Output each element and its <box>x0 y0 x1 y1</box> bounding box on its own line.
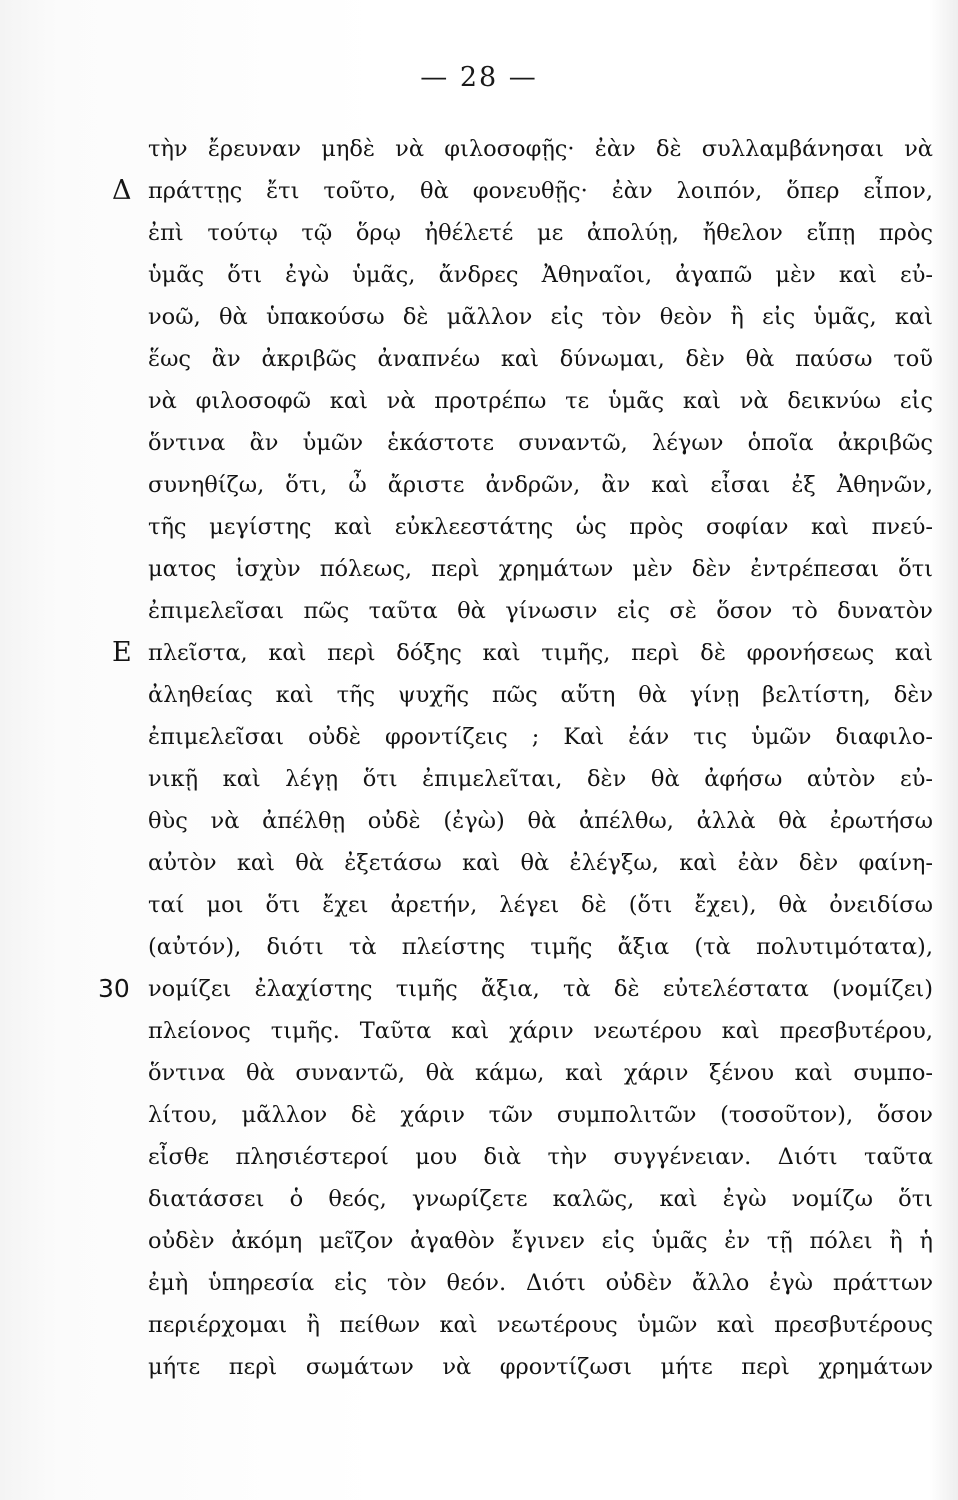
line-text: μήτε περὶ σωμάτων νὰ φροντίζωσι μήτε περὶ χρημάτων <box>148 1354 933 1380</box>
line-text: οὐδὲν ἀκόμη μεῖζον ἀγαθὸν ἔγινεν εἰς ὑμᾶς ἐν τῇ πόλει ἢ ἡ <box>148 1228 933 1254</box>
text-line <box>148 338 933 380</box>
line-text: ματος ἰσχὺν πόλεως, περὶ χρημάτων μὲν δὲν ἐντρέπεσαι ὅτι <box>148 556 933 582</box>
text-line <box>148 422 933 464</box>
body-text <box>98 128 933 1388</box>
text-line <box>112 170 933 212</box>
line-text: λίτου, μᾶλλον δὲ χάριν τῶν συμπολιτῶν (τοσοῦτον), ὅσον <box>148 1102 933 1128</box>
page-number: — 28 — <box>420 62 538 93</box>
text-line <box>148 1052 933 1094</box>
text-line <box>148 464 933 506</box>
text-line <box>148 800 933 842</box>
text-line <box>148 716 933 758</box>
text-line <box>148 758 933 800</box>
line-text: ἀληθείας καὶ τῆς ψυχῆς πῶς αὕτη θὰ γίνῃ βελτίστη, δὲν <box>148 682 933 708</box>
line-text: νοῶ, θὰ ὑπακούσω δὲ μᾶλλον εἰς τὸν θεὸν ἢ εἰς ὑμᾶς, καὶ <box>148 304 933 330</box>
margin-section-marker: Δ <box>112 175 132 206</box>
text-line <box>148 1220 933 1262</box>
text-line <box>112 632 933 674</box>
line-text: αὐτὸν καὶ θὰ ἐξετάσω καὶ θὰ ἐλέγξω, καὶ ἐὰν δὲν φαίνη- <box>148 850 933 876</box>
text-line <box>148 296 933 338</box>
text-line <box>148 842 933 884</box>
text-line <box>148 1010 933 1052</box>
text-line <box>148 1136 933 1178</box>
line-text: διατάσσει ὁ θεός, γνωρίζετε καλῶς, καὶ ἐγὼ νομίζω ὅτι <box>148 1186 933 1212</box>
line-text: τὴν ἔρευναν μηδὲ νὰ φιλοσοφῇς· ἐὰν δὲ συλλαμβάνησαι νὰ <box>148 136 933 162</box>
line-text: εἶσθε πλησιέστεροί μου διὰ τὴν συγγένειαν. Διότι ταῦτα <box>148 1144 933 1170</box>
line-text: ἐμὴ ὑπηρεσία εἰς τὸν θεόν. Διότι οὐδὲν ἄλλο ἐγὼ πράττων <box>148 1270 933 1296</box>
text-line <box>148 1346 933 1388</box>
line-text: ὅντινα θὰ συναντῶ, θὰ κάμω, καὶ χάριν ξένου καὶ συμπο- <box>148 1060 933 1086</box>
text-line <box>148 590 933 632</box>
line-text: ἐπὶ τούτῳ τῷ ὅρῳ ἠθέλετέ με ἀπολύῃ, ἤθελον εἴπῃ πρὸς <box>148 220 933 246</box>
line-text: νικῇ καὶ λέγῃ ὅτι ἐπιμελεῖται, δὲν θὰ ἀφήσω αὐτὸν εὐ- <box>148 766 933 792</box>
text-line <box>148 674 933 716</box>
line-text: ὅντινα ἂν ὑμῶν ἑκάστοτε συναντῶ, λέγων ὁποῖα ἀκριβῶς <box>148 430 933 456</box>
line-text: τῆς μεγίστης καὶ εὐκλεεστάτης ὡς πρὸς σοφίαν καὶ πνεύ- <box>148 514 933 540</box>
line-text: συνηθίζω, ὅτι, ὦ ἄριστε ἀνδρῶν, ἂν καὶ εἶσαι ἐξ Ἀθηνῶν, <box>148 472 933 498</box>
text-line <box>98 968 933 1010</box>
line-text: ὑμᾶς ὅτι ἐγὼ ὑμᾶς, ἄνδρες Ἀθηναῖοι, ἀγαπῶ μὲν καὶ εὐ- <box>148 262 933 288</box>
line-text: ἕως ἂν ἀκριβῶς ἀναπνέω καὶ δύνωμαι, δὲν θὰ παύσω τοῦ <box>148 346 933 372</box>
text-line <box>148 1304 933 1346</box>
text-line <box>148 506 933 548</box>
text-line <box>148 254 933 296</box>
line-text: ταί μοι ὅτι ἔχει ἀρετήν, λέγει δὲ (ὅτι ἔχει), θὰ ὀνειδίσω <box>148 892 933 918</box>
text-line <box>148 1094 933 1136</box>
line-text: πράττῃς ἔτι τοῦτο, θὰ φονευθῇς· ἐὰν λοιπόν, ὅπερ εἶπον, <box>148 178 933 204</box>
line-text: περιέρχομαι ἢ πείθων καὶ νεωτέρους ὑμῶν καὶ πρεσβυτέρους <box>148 1312 933 1338</box>
line-text: ἐπιμελεῖσαι πῶς ταῦτα θὰ γίνωσιν εἰς σὲ ὅσον τὸ δυνατὸν <box>148 598 933 624</box>
line-text: ἐπιμελεῖσαι οὐδὲ φροντίζεις ; Καὶ ἐάν τις ὑμῶν διαφιλο- <box>148 724 933 750</box>
margin-section-marker: Ε <box>112 637 132 668</box>
line-text: πλεῖστα, καὶ περὶ δόξης καὶ τιμῆς, περὶ δὲ φρονήσεως καὶ <box>148 640 933 666</box>
line-text: νὰ φιλοσοφῶ καὶ νὰ προτρέπω τε ὑμᾶς καὶ νὰ δεικνύω εἰς <box>148 388 933 414</box>
text-line <box>148 1178 933 1220</box>
text-line <box>148 128 933 170</box>
text-line <box>148 212 933 254</box>
text-line <box>148 380 933 422</box>
text-line <box>148 1262 933 1304</box>
line-text: πλείονος τιμῆς. Ταῦτα καὶ χάριν νεωτέρου καὶ πρεσβυτέρου, <box>148 1018 933 1044</box>
text-line <box>148 548 933 590</box>
line-text: νομίζει ἐλαχίστης τιμῆς ἄξια, τὰ δὲ εὐτελέστατα (νομίζει) <box>148 976 933 1002</box>
line-text: θὺς νὰ ἀπέλθῃ οὐδὲ (ἐγὼ) θὰ ἀπέλθω, ἀλλὰ θὰ ἐρωτήσω <box>148 808 933 834</box>
line-text: (αὐτόν), διότι τὰ πλείστης τιμῆς ἄξια (τὰ πολυτιμότατα), <box>148 934 933 960</box>
text-line <box>148 884 933 926</box>
margin-line-number: 30 <box>98 974 130 1003</box>
text-line <box>148 926 933 968</box>
